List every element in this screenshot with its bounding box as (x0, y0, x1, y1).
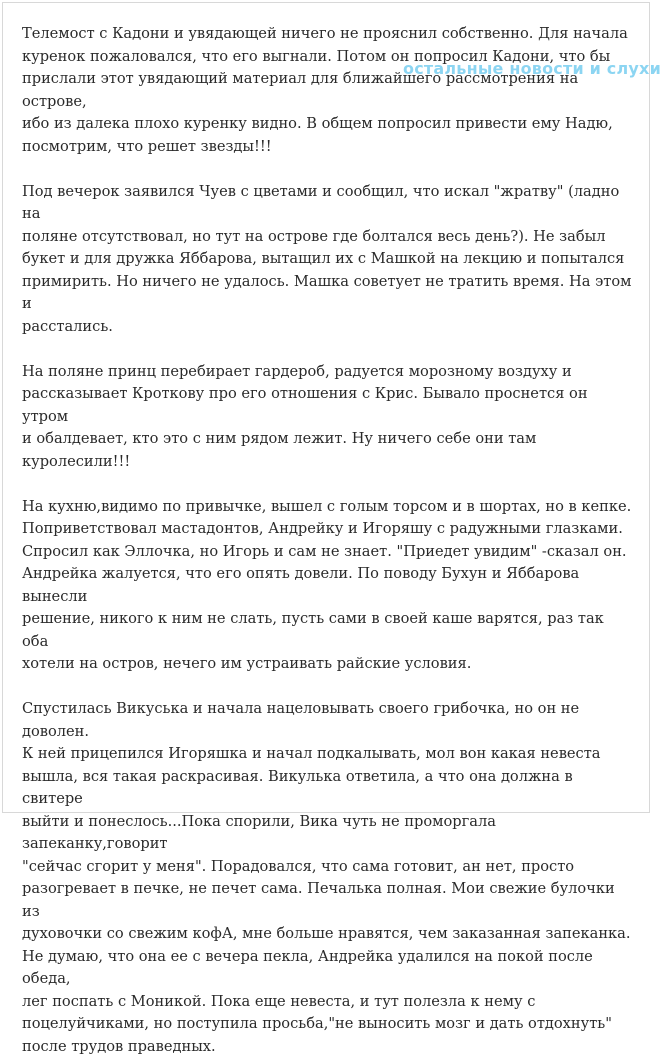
paragraph-2: Под вечерок заявился Чуев с цветами и сообщил, что искал "жратву" (ладно на поляне отсутствовал, но тут на острове где болтался весь день?). Не забыл букет и для дружка Яббарова, вытащил их с Машкой на лекцию и попытался примирить. Но ничего не удалось. Машка советует не тратить время. На этом и расстались. (22, 182, 632, 335)
paragraph-1: Телемост с Кадони и увядающей ничего не прояснил собственно. Для начала куренок пожаловался, что его выгнали. Потом он попросил Кадони, что бы прислали этот увядающий материал для ближайшего рассмотрения на острове, ибо из далека плохо куренку видно. В общем попросил привести ему Надю, посмотрим, что решет звезды!!! (22, 25, 628, 155)
article-body (22, 23, 634, 1058)
paragraph-5: Спустилась Викуська и начала нацеловывать своего грибочка, но он не доволен. К ней прицепился Игоряшка и начал подкалывать, мол вон какая невеста вышла, вся такая раскрасивая. Викулька ответила, а что она должна в свитере выйти и понеслось...Пока спорили, Вика чуть не проморгала запеканку,говорит "сейчас сгорит у меня". Порадовался, что сама готовит, ан нет, просто разогревает в печке, не печет сама. Печалька полная. Мои свежие булочки из духовочки со свежим кофА, мне больше нравятся, чем заказанная запеканка. Не думаю, что она ее с вечера пекла, Андрейка удалился на покой после обеда, лег поспать с Моникой. Пока еще невеста, и тут полезла к нему с поцелуйчиками, но поступила просьба,"не выносить мозг и дать отдохнуть" после трудов праведных. (22, 700, 631, 1055)
paragraph-3: На поляне принц перебирает гардероб, радуется морозному воздуху и рассказывает Кроткову про его отношения с Крис. Бывало проснется он утром и обалдевает, кто это с ним рядом лежит. Ну ничего себе они там куролесили!!! (22, 362, 588, 470)
site-watermark: остальные новости и слухи (403, 59, 661, 78)
article-frame (2, 2, 661, 1055)
paragraph-4: На кухню,видимо по привычке, вышел с голым торсом и в шортах, но в кепке. Поприветствовал мастадонтов, Андрейку и Игоряшу с радужными глазками. Спросил как Эллочка, но Игорь и сам не знает. "Приедет увидим" -сказал он. Андрейка жалуется, что его опять довели. По поводу Бухун и Яббарова вынесли решение, никого к ним не слать, пусть сами в своей каше варятся, раз так оба хотели на остров, нечего им устраивать райские условия. (22, 497, 632, 672)
